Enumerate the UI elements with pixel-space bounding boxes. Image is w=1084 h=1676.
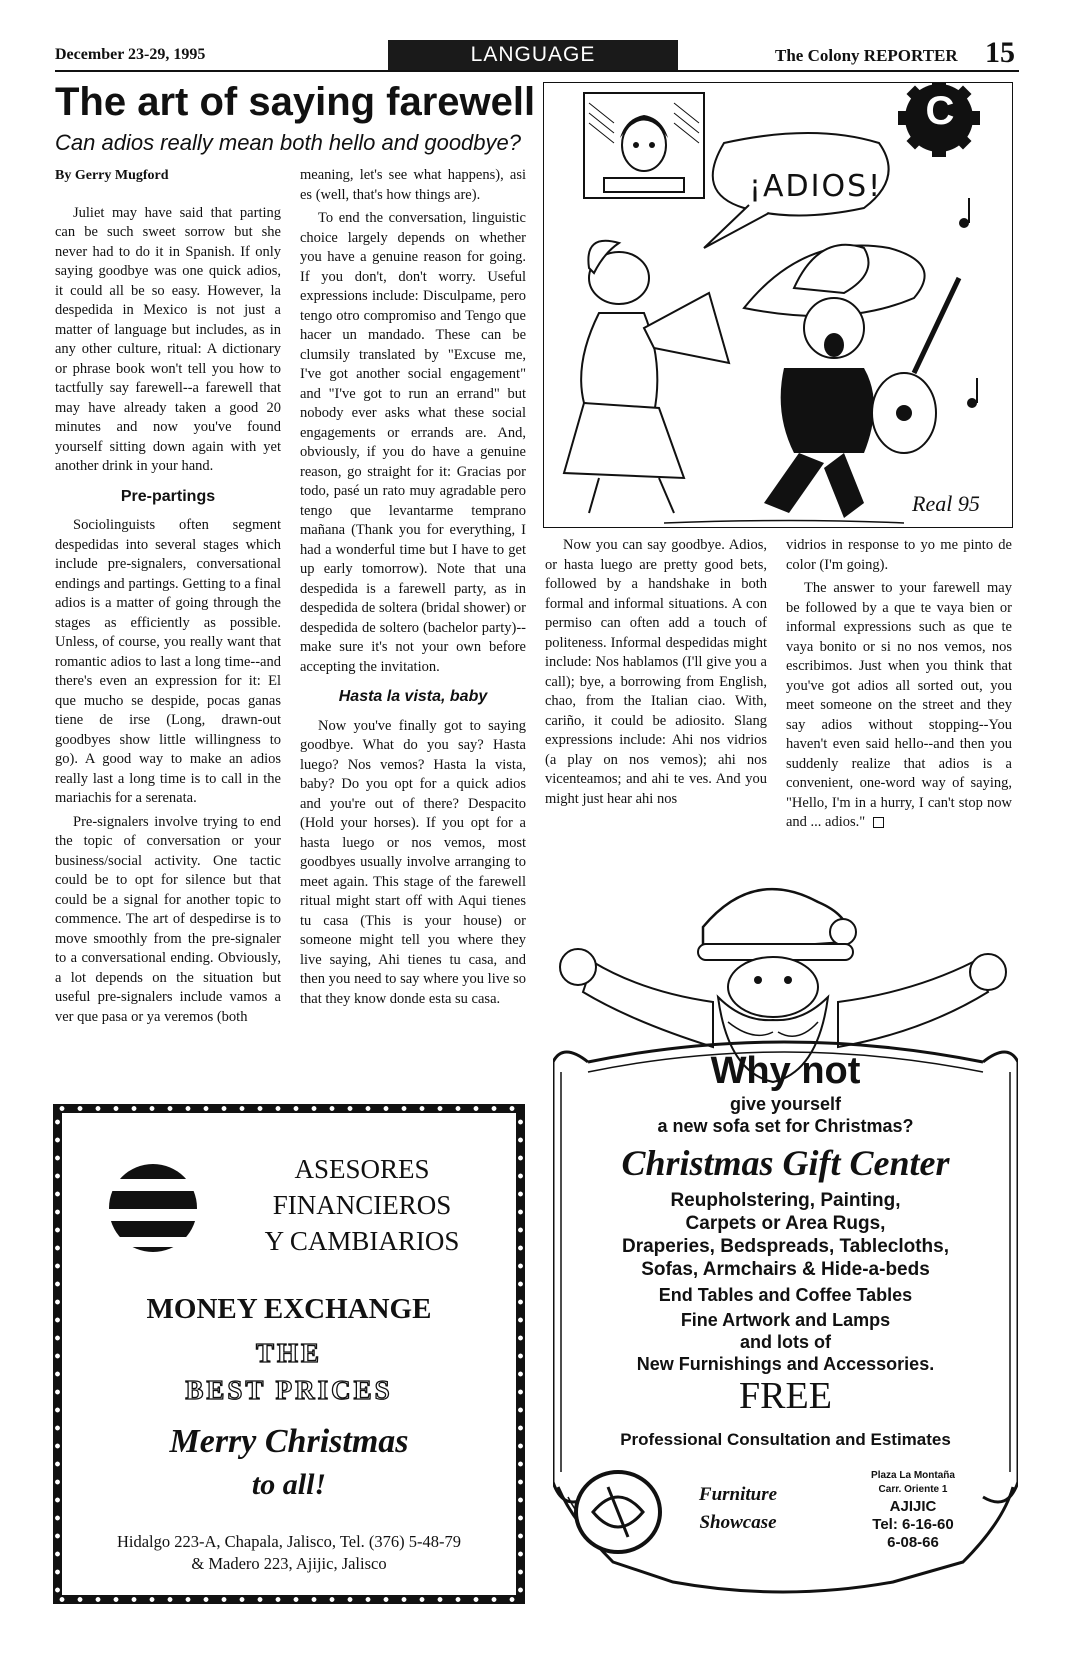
store-name: Christmas Gift Center [621, 1143, 950, 1183]
money-exchange-ad [53, 1104, 525, 1604]
paragraph-continued: meaning, let's see what happens), asi es (well, that's how things are). [300, 167, 526, 203]
masthead-rule [55, 70, 1019, 72]
headline-why-not: Why not [710, 1050, 861, 1092]
colony-logo-icon: C [925, 89, 955, 133]
service-line-7: and lots of [740, 1332, 831, 1352]
store-phone-1: Tel: 6-16-60 [872, 1516, 954, 1533]
article-column-3 [545, 536, 767, 813]
article-subhead: Can adios really mean both hello and goodbye? [55, 130, 521, 155]
section-label: LANGUAGE [388, 40, 678, 70]
page-number: 15 [985, 36, 1015, 69]
byline: By Gerry Mugford [55, 168, 169, 183]
newspaper-name: The Colony REPORTER [775, 46, 958, 65]
cartoon-drawing [544, 83, 1014, 529]
paragraph-closing-text: The answer to your farewell may be followed by a que te vaya bien or informal expressions such as que te vaya bonito or si no nos vemos, nos escribimos. Just when you think that you've got adios all sorted out, you meet someone on the street and they say adios without stopping--You haven't even said hello--and then you suddenly realize that adios is a convenient, one-word way of saying, "Hello, I'm in a hurry, I can't stop now and ... adios." [786, 580, 1012, 830]
store-plaza: Plaza La Montaña [871, 1470, 955, 1481]
service-line-5: End Tables and Coffee Tables [658, 1285, 913, 1305]
paragraph-saying-goodbye: Now you've finally got to saying goodbye. What do you say? Hasta luego? Nos vemos? Hasta la vista, baby? Do you opt for a quick adios and you're out of there? Despacito (Hold your horses). If you opt for a hasta luego or nos vemos, most goodbyes usually involve arranging to meet again. This stage of the farewell ritual might start off with Aqui tienes tu casa (This is your house) or someone might tell you where they live saying, Ahi tienes tu casa, and then you need to say where you live so that they know donde esta su casa. [300, 717, 526, 1007]
service-line-8: New Furnishings and Accessories. [636, 1354, 935, 1374]
service-line-4: Sofas, Armchairs & Hide-a-beds [641, 1259, 930, 1280]
paragraph-intro: Juliet may have said that parting can be such sweet sorrow but she never had to do it in Spanish. If only saying goodbye was one quick adios, it could all be so easy. However, la despedida in Mexico is not just a matter of language but includes, as in any other culture, ritual: A dictionary or phrase book won't tell you how to tactfully say farewell--a farewell that may have already taken a good 20 minutes and now you've found yourself sitting down again with yet another drink in your hand. [55, 204, 281, 474]
adios-cartoon [543, 82, 1013, 528]
exchange-name-line-1: ASESORES [294, 1154, 430, 1184]
paragraph-presignalers: Pre-signalers involve trying to end the topic of conversation or your business/social activity. One tactic could be to opt for silence but that could be a signal for another topic to commence. The art of despedirse is to move smoothly from the pre-signaler to a conversational ending. Obviously, a lot depends on the situation but useful pre-signalers include vamos a ver que pasa or ya veremos (both [55, 813, 281, 1025]
headline-sofa: a new sofa set for Christmas? [657, 1116, 914, 1136]
article-headline: The art of saying farewell [55, 80, 536, 124]
cartoonist-signature: Real 95 [912, 491, 980, 516]
showcase-logo-name-1: Furniture [698, 1484, 778, 1505]
service-line-6: Fine Artwork and Lamps [680, 1310, 891, 1330]
speech-bubble-text: ¡ADIOS! [749, 169, 883, 204]
subhead-prepartings: Pre-partings [120, 487, 216, 505]
exchange-name-line-2: FINANCIEROS [272, 1190, 452, 1220]
exchange-name [237, 1151, 487, 1259]
end-of-article-icon [873, 817, 884, 828]
paragraph-goodbye-expressions: Now you can say goodbye. Adios, or hasta luego are pretty good bets, followed by a handshake in both formal and informal situations. A con permiso can often add a touch of politeness. Informal despedidas might include: Nos hablamos (I'll give you a call); bye, a borrowing from English, chao, from the Italian ciao. With, cariño, it could be adiosito. Slang expressions include: Ahi nos vidrios (a play on nos vemos); ahi nos vicenteamos; and ahi te ves. And you might just hear ahi nos [545, 537, 767, 807]
to-all-greeting: to all! [251, 1468, 327, 1501]
showcase-logo-name-2: Showcase [699, 1512, 777, 1533]
service-line-3: Draperies, Bedspreads, Tablecloths, [622, 1236, 949, 1257]
best-prices-label: BEST PRICES [185, 1375, 393, 1405]
store-road: Carr. Oriente 1 [878, 1484, 948, 1495]
money-exchange-ad-inner [62, 1113, 516, 1595]
issue-date: December 23-29, 1995 [55, 46, 206, 63]
store-phone-2: 6-08-66 [887, 1534, 939, 1551]
address-line-1: Hidalgo 223-A, Chapala, Jalisco, Tel. (376) 5-48-79 [116, 1532, 462, 1551]
exchange-name-line-3: Y CAMBIARIOS [264, 1226, 460, 1256]
consultation-line: Professional Consultation and Estimates [620, 1430, 951, 1449]
article-column-1 [55, 166, 281, 1031]
merry-christmas-greeting: Merry Christmas [169, 1423, 409, 1460]
exchange-logo-icon [98, 1163, 208, 1253]
paragraph-ending-conversation: To end the conversation, linguistic choice largely depends on whether you have a genuine reason for going. If you don't, don't worry. Useful expressions include: Disculpame, pero tengo otro compromiso and Tengo que hacer un mandado. These can be clumsily translated by "Excuse me, I've got another social engagement" and "I've got to run an errand" but nobody ever asks what these social engagements or errands are. And, obviously, if you do have a genuine reason, go straight for it: Gracias por todo, pasé un rato muy agradable pero tengo que levantarme temprano mañana (Thank you for everything, I had a wonderful time but I have to get up early tomorrow). Note that una despedida is a farewell party, as in despedida de soltera (bridal shower) or despedida de soltero (bachelor party)--make sure it's not your own before accepting the invitation. [300, 210, 526, 675]
article-column-2 [300, 166, 526, 1013]
subhead-hasta-la-vista: Hasta la vista, baby [338, 688, 488, 705]
paragraph-closing [786, 579, 1012, 833]
paragraph-stages: Sociolinguists often segment despedidas into several stages which include pre-signalers, conversational endings and partings. Getting to a final adios is a matter of going through the stages as efficiently as possible. Unless, of course, you really want that romantic adios to last a long time--and there's even an expression for it: El que mucho se despide, pocas ganas tiene de irse (Long, drawn-out goodbyes show little willingness to go). A good way to make an adios really last a long time is to call in the mariachis for a serenata. [55, 517, 281, 806]
the-label: THE [255, 1338, 323, 1368]
ad-border-dots-top [53, 1104, 525, 1113]
money-exchange-title: MONEY EXCHANGE [146, 1293, 432, 1325]
headline-give-yourself: give yourself [729, 1094, 842, 1114]
store-town: AJIJIC [889, 1498, 937, 1515]
ad-border-dots-bottom [53, 1595, 525, 1604]
article-column-4 [786, 536, 1012, 837]
service-line-1: Reupholstering, Painting, [670, 1190, 901, 1211]
paragraph-vidrios: vidrios in response to yo me pinto de color (I'm going). [786, 537, 1012, 573]
address-line-2: & Madero 223, Ajijic, Jalisco [191, 1554, 387, 1573]
free-label: FREE [739, 1375, 832, 1417]
service-line-2: Carpets or Area Rugs, [685, 1213, 886, 1234]
furniture-ad [553, 872, 1018, 1614]
ad-border-dots-left [53, 1113, 62, 1595]
ad-border-dots-right [516, 1113, 525, 1595]
